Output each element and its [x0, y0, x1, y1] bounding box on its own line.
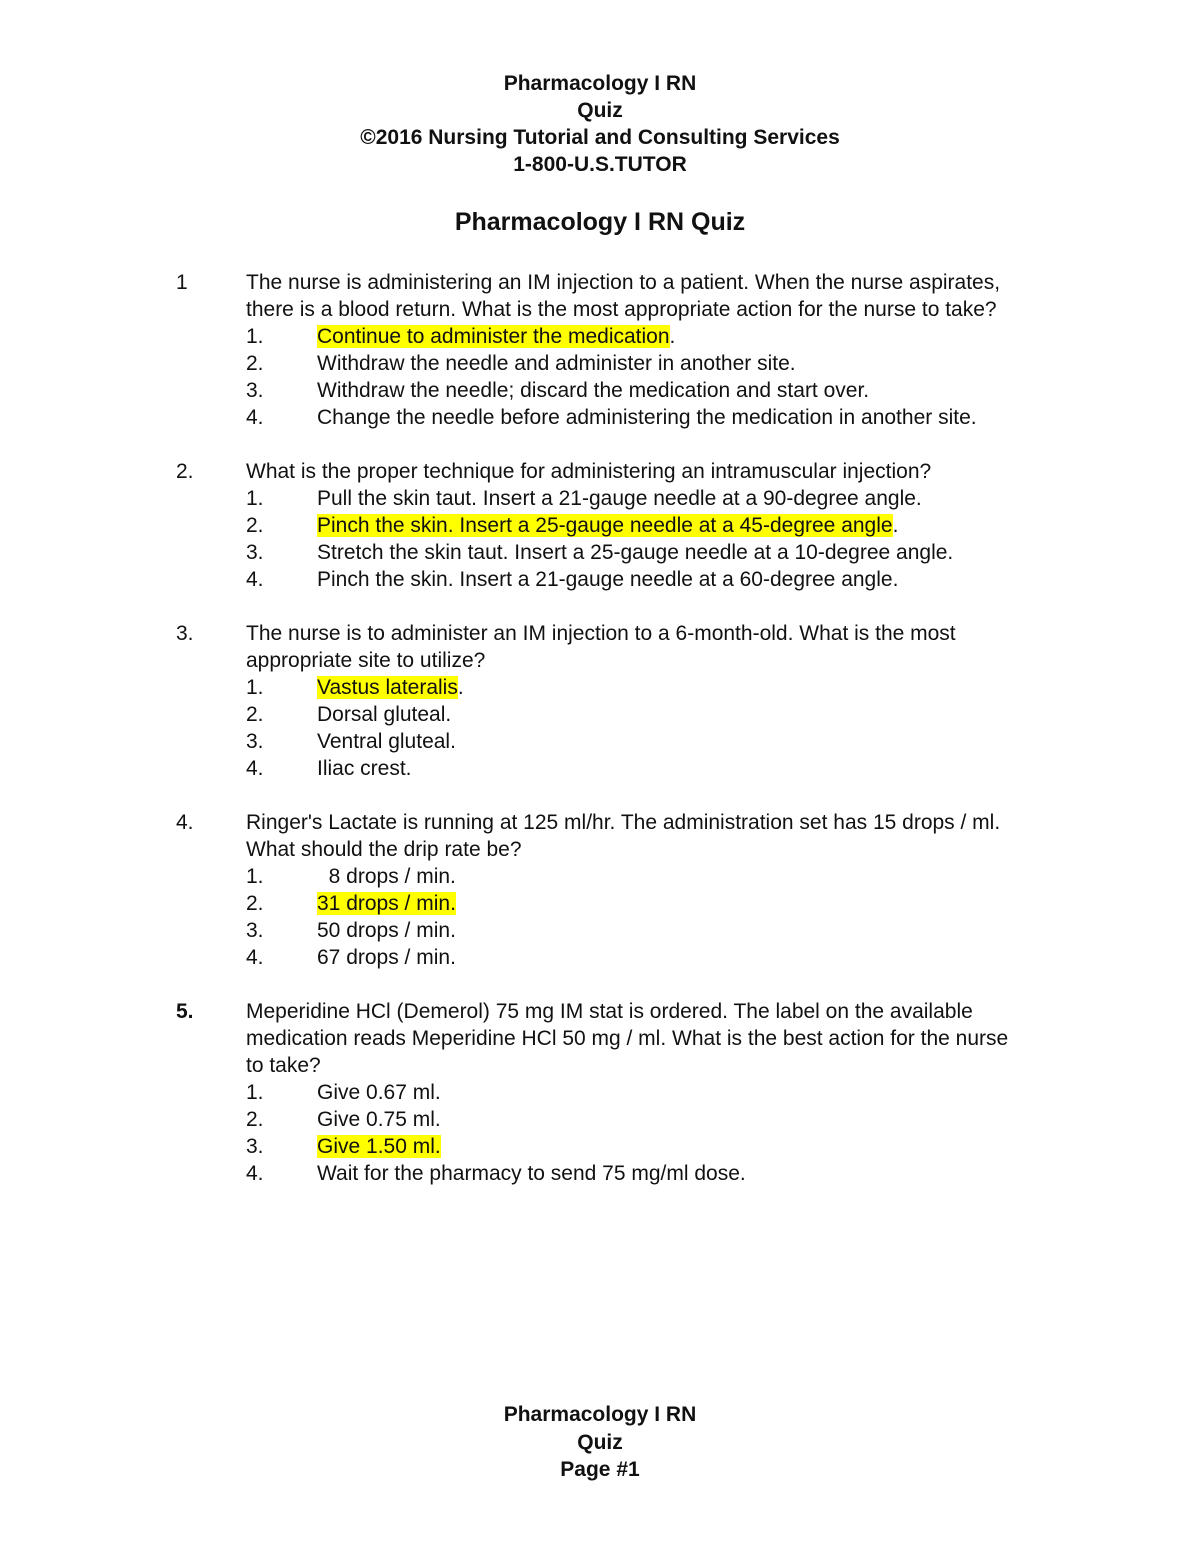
option-1 — [246, 863, 1021, 890]
question-4 — [0, 809, 1200, 971]
option-3 — [246, 1133, 1021, 1160]
page-header — [0, 70, 1200, 178]
option-number: 1. — [246, 325, 264, 348]
option-number: 2. — [246, 1108, 264, 1131]
option-number: 3. — [246, 379, 264, 402]
option-suffix: . — [457, 676, 464, 699]
highlighted-answer: 31 drops / min. — [317, 892, 456, 915]
option-number: 4. — [246, 946, 264, 969]
option-1 — [246, 485, 1021, 512]
option-4 — [246, 404, 1021, 431]
question-text: The nurse is administering an IM injection to a patient. When the nurse aspirates, there is a blood return. What is the most appropriate action for the nurse to take? — [246, 271, 1001, 321]
option-number: 1. — [246, 487, 264, 510]
option-number: 2. — [246, 892, 264, 915]
option-2 — [246, 1106, 1021, 1133]
option-text: Ventral gluteal. — [317, 730, 456, 753]
footer-page-number: Page #1 — [560, 1458, 640, 1481]
option-number: 4. — [246, 406, 264, 429]
option-text: Change the needle before administering the medication in another site. — [317, 406, 977, 429]
option-number: 4. — [246, 757, 264, 780]
question-5 — [0, 998, 1200, 1187]
document-title: Pharmacology I RN Quiz — [454, 208, 746, 236]
option-number: 1. — [246, 865, 264, 888]
option-4 — [246, 1160, 1021, 1187]
option-number: 2. — [246, 703, 264, 726]
option-3 — [246, 728, 1021, 755]
option-text: Withdraw the needle and administer in another site. — [317, 352, 796, 375]
option-number: 3. — [246, 1135, 264, 1158]
option-number: 3. — [246, 730, 264, 753]
option-number: 2. — [246, 514, 264, 537]
page-footer — [0, 1401, 1200, 1484]
highlighted-answer: Vastus lateralis — [317, 676, 458, 699]
option-number: 4. — [246, 568, 264, 591]
header-line-1: Pharmacology I RN — [503, 72, 697, 95]
option-text: Pinch the skin. Insert a 21-gauge needle at a 60-degree angle. — [317, 568, 899, 591]
option-number: 1. — [246, 676, 264, 699]
question-number: 1 — [176, 271, 188, 294]
option-3 — [246, 539, 1021, 566]
footer-line-1: Pharmacology I RN — [503, 1403, 697, 1426]
option-1 — [246, 323, 1021, 350]
header-line-3: ©2016 Nursing Tutorial and Consulting Services — [360, 126, 840, 149]
highlighted-answer: Continue to administer the medication — [317, 325, 670, 348]
question-number: 3. — [176, 622, 194, 645]
option-4 — [246, 566, 1021, 593]
option-number: 3. — [246, 919, 264, 942]
option-text: Stretch the skin taut. Insert a 25-gauge needle at a 10-degree angle. — [317, 541, 954, 564]
option-2 — [246, 350, 1021, 377]
option-2 — [246, 890, 1021, 917]
option-suffix: . — [669, 325, 676, 348]
option-text: Withdraw the needle; discard the medication and start over. — [317, 379, 870, 402]
option-number: 2. — [246, 352, 264, 375]
option-text: 67 drops / min. — [317, 946, 456, 969]
highlighted-answer: Pinch the skin. Insert a 25-gauge needle at a 45-degree angle — [317, 514, 893, 537]
option-3 — [246, 917, 1021, 944]
option-4 — [246, 944, 1021, 971]
option-number: 3. — [246, 541, 264, 564]
option-text: Give 0.67 ml. — [317, 1081, 441, 1104]
question-number: 4. — [176, 811, 194, 834]
option-text: Dorsal gluteal. — [317, 703, 452, 726]
question-number: 2. — [176, 460, 194, 483]
header-line-4: 1-800-U.S.TUTOR — [513, 153, 687, 176]
option-text: Pull the skin taut. Insert a 21-gauge needle at a 90-degree angle. — [317, 487, 922, 510]
option-1 — [246, 674, 1021, 701]
option-2 — [246, 701, 1021, 728]
question-text: What is the proper technique for administering an intramuscular injection? — [246, 460, 932, 483]
highlighted-answer: Give 1.50 ml. — [317, 1135, 441, 1158]
option-3 — [246, 377, 1021, 404]
footer-line-2: Quiz — [577, 1430, 623, 1454]
question-3 — [0, 620, 1200, 782]
question-2 — [0, 458, 1200, 593]
option-4 — [246, 755, 1021, 782]
question-list — [0, 269, 1200, 1214]
question-1 — [0, 269, 1200, 431]
question-text: Ringer's Lactate is running at 125 ml/hr. The administration set has 15 drops / ml. What should the drip rate be? — [246, 811, 1001, 861]
option-2 — [246, 512, 1021, 539]
option-text: Wait for the pharmacy to send 75 mg/ml dose. — [317, 1162, 746, 1185]
option-text: 8 drops / min. — [317, 865, 456, 888]
question-number: 5. — [176, 1000, 194, 1023]
option-1 — [246, 1079, 1021, 1106]
option-text: Give 0.75 ml. — [317, 1108, 441, 1131]
option-text: Iliac crest. — [317, 757, 412, 780]
option-number: 1. — [246, 1081, 264, 1104]
header-line-2: Quiz — [577, 99, 623, 122]
question-text: Meperidine HCl (Demerol) 75 mg IM stat is ordered. The label on the available medication reads Meperidine HCl 50 mg / ml. What is the best action for the nurse to take? — [246, 1000, 1009, 1077]
option-number: 4. — [246, 1162, 264, 1185]
option-text: 50 drops / min. — [317, 919, 456, 942]
question-text: The nurse is to administer an IM injection to a 6-month-old. What is the most appropriate site to utilize? — [246, 622, 956, 672]
option-suffix: . — [892, 514, 899, 537]
